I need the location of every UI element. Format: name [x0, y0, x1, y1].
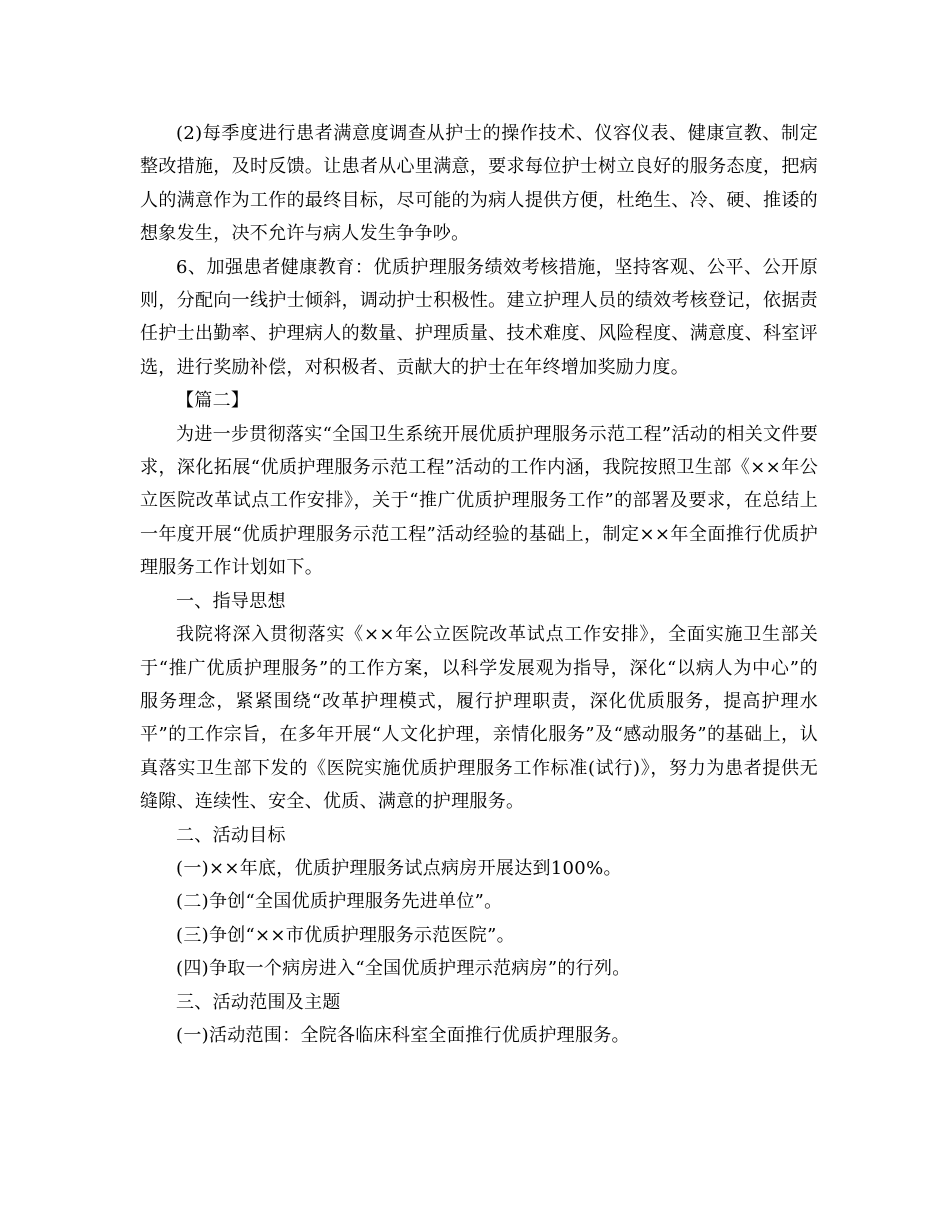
goal-item: (四)争取一个病房进入“全国优质护理示范病房”的行列。 [176, 958, 631, 980]
heading-activity-goals: 二、活动目标 [176, 824, 286, 846]
paragraph-guiding-ideology: 我院将深入贯彻落实《××年公立医院改革试点工作安排》，全面实施卫生部关于“推广优质护理服务”的工作方案，以科学发展观为指导，深化“以病人为中心”的服务理念，紧紧围绕“改革护理模式，履行护理职责，深化优质服务，提高护理水平”的工作宗旨，在多年开展“人文化护理，亲情化服务”及“感动服务”的基础上，认真落实卫生部下发的《医院实施优质护理服务工作标准(试行)》，努力为患者提供无缝隙、连续性、安全、优质、满意的护理服务。 [140, 624, 818, 813]
goal-item: (一)××年底，优质护理服务试点病房开展达到100%。 [176, 857, 622, 879]
paragraph-health-education: 6、加强患者健康教育：优质护理服务绩效考核措施，坚持客观、公平、公开原则，分配向一线护士倾斜，调动护士积极性。建立护理人员的绩效考核登记，依据责任护士出勤率、护理病人的数量、护理质量、技术难度、风险程度、满意度、科室评选，进行奖励补偿，对积极者、贡献大的护士在年终增加奖励力度。 [140, 256, 818, 378]
heading-scope-theme: 三、活动范围及主题 [176, 991, 341, 1013]
heading-guiding-ideology: 一、指导思想 [176, 590, 286, 612]
paragraph-satisfaction-survey: (2)每季度进行患者满意度调查从护士的操作技术、仪容仪表、健康宣教、制定整改措施，及时反馈。让患者从心里满意，要求每位护士树立良好的服务态度，把病人的满意作为工作的最终目标，尽可能的为病人提供方便，杜绝生、冷、硬、推诿的想象发生，决不允许与病人发生争争吵。 [140, 123, 818, 245]
goal-item: (二)争创“全国优质护理服务先进单位”。 [176, 891, 503, 913]
paragraph-introduction: 为进一步贯彻落实“全国卫生系统开展优质护理服务示范工程”活动的相关文件要求，深化拓展“优质护理服务示范工程”活动的工作内涵，我院按照卫生部《××年公立医院改革试点工作安排》，关于“推广优质护理服务工作”的部署及要求，在总结上一年度开展“优质护理服务示范工程”活动经验的基础上，制定××年全面推行优质护理服务工作计划如下。 [140, 423, 818, 579]
section-label: 【篇二】 [176, 390, 250, 412]
scope-item: (一)活动范围：全院各临床科室全面推行优质护理服务。 [176, 1024, 630, 1046]
goal-item: (三)争创“××市优质护理服务示范医院”。 [176, 924, 515, 946]
